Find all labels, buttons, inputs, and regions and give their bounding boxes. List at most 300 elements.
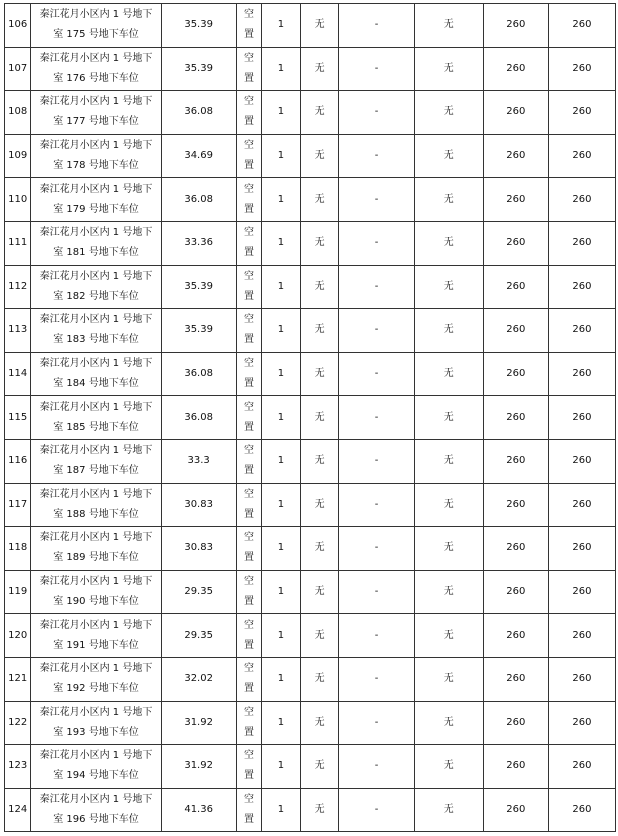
location-cell	[31, 570, 161, 614]
usage-status-cell	[236, 4, 261, 48]
price-cell	[483, 4, 548, 48]
usage-status-char-2: 置	[243, 770, 254, 782]
row-number-cell	[5, 527, 31, 571]
location-cell	[31, 91, 161, 135]
encumbrance-value: 无	[314, 280, 325, 292]
price-value: 260	[506, 324, 526, 336]
usage-status-cell	[236, 265, 261, 309]
price-total-cell	[548, 570, 615, 614]
quantity-cell	[262, 788, 301, 832]
quantity-cell	[262, 4, 301, 48]
encumbrance-cell	[300, 483, 339, 527]
lease-value: 无	[443, 150, 454, 162]
encumbrance-value: 无	[314, 368, 325, 380]
price-value: 260	[506, 760, 526, 772]
dash-value: -	[374, 542, 379, 554]
area-cell	[161, 265, 236, 309]
location-line-1: 秦江花月小区内 1 号地下	[39, 227, 153, 239]
quantity-value: 1	[277, 368, 285, 380]
location-line-2: 室 179 号地下车位	[53, 203, 139, 215]
usage-status-cell	[236, 614, 261, 658]
usage-status-char-1: 空	[243, 750, 254, 762]
price-total-value: 260	[572, 673, 592, 685]
encumbrance-value: 无	[314, 237, 325, 249]
location-line-2: 室 185 号地下车位	[53, 421, 139, 433]
location-cell	[31, 527, 161, 571]
price-total-cell	[548, 134, 615, 178]
area-cell	[161, 439, 236, 483]
row-number: 107	[8, 62, 28, 74]
quantity-value: 1	[277, 629, 285, 641]
encumbrance-value: 无	[314, 542, 325, 554]
lease-value: 无	[443, 280, 454, 292]
location-line-2: 室 175 号地下车位	[53, 29, 139, 41]
dash-value: -	[374, 150, 379, 162]
encumbrance-cell	[300, 657, 339, 701]
price-total-value: 260	[572, 19, 592, 31]
lease-cell	[414, 439, 483, 483]
price-value: 260	[506, 368, 526, 380]
encumbrance-cell	[300, 614, 339, 658]
lease-cell	[414, 221, 483, 265]
quantity-value: 1	[277, 280, 285, 292]
dash-cell	[339, 265, 414, 309]
usage-status-char-1: 空	[243, 706, 254, 718]
encumbrance-cell	[300, 4, 339, 48]
price-value: 260	[506, 411, 526, 423]
usage-status-char-1: 空	[243, 96, 254, 108]
usage-status-char-1: 空	[243, 9, 254, 21]
location-line-2: 室 182 号地下车位	[53, 290, 139, 302]
lease-cell	[414, 657, 483, 701]
price-cell	[483, 439, 548, 483]
dash-cell	[339, 439, 414, 483]
usage-status-char-1: 空	[243, 183, 254, 195]
usage-status-char-1: 空	[243, 663, 254, 675]
price-value: 260	[506, 498, 526, 510]
area-cell	[161, 701, 236, 745]
encumbrance-cell	[300, 527, 339, 571]
usage-status-cell	[236, 745, 261, 789]
lease-value: 无	[443, 237, 454, 249]
lease-cell	[414, 745, 483, 789]
dash-cell	[339, 657, 414, 701]
encumbrance-value: 无	[314, 106, 325, 118]
location-line-1: 秦江花月小区内 1 号地下	[39, 314, 153, 326]
area-cell	[161, 91, 236, 135]
row-number-cell	[5, 701, 31, 745]
price-value: 260	[506, 586, 526, 598]
location-line-1: 秦江花月小区内 1 号地下	[39, 52, 153, 64]
table-body	[5, 4, 616, 832]
price-total-value: 260	[572, 542, 592, 554]
usage-status-char-2: 置	[243, 813, 254, 825]
price-cell	[483, 396, 548, 440]
dash-value: -	[374, 673, 379, 685]
price-value: 260	[506, 280, 526, 292]
quantity-cell	[262, 221, 301, 265]
row-number-cell	[5, 309, 31, 353]
dash-cell	[339, 47, 414, 91]
quantity-value: 1	[277, 150, 285, 162]
price-total-cell	[548, 439, 615, 483]
encumbrance-cell	[300, 47, 339, 91]
row-number-cell	[5, 570, 31, 614]
price-total-value: 260	[572, 629, 592, 641]
usage-status-char-1: 空	[243, 358, 254, 370]
dash-value: -	[374, 280, 379, 292]
table-row	[5, 265, 616, 309]
price-cell	[483, 745, 548, 789]
price-cell	[483, 657, 548, 701]
usage-status-char-2: 置	[243, 639, 254, 651]
lease-cell	[414, 483, 483, 527]
area-cell	[161, 396, 236, 440]
encumbrance-cell	[300, 439, 339, 483]
lease-value: 无	[443, 716, 454, 728]
usage-status-char-2: 置	[243, 552, 254, 564]
dash-value: -	[374, 237, 379, 249]
lease-cell	[414, 4, 483, 48]
row-number-cell	[5, 265, 31, 309]
encumbrance-cell	[300, 221, 339, 265]
price-total-cell	[548, 657, 615, 701]
price-total-cell	[548, 221, 615, 265]
row-number-cell	[5, 614, 31, 658]
dash-value: -	[374, 586, 379, 598]
location-cell	[31, 657, 161, 701]
price-total-value: 260	[572, 803, 592, 815]
location-line-1: 秦江花月小区内 1 号地下	[39, 619, 153, 631]
encumbrance-cell	[300, 396, 339, 440]
location-line-2: 室 193 号地下车位	[53, 726, 139, 738]
location-line-2: 室 196 号地下车位	[53, 813, 139, 825]
dash-cell	[339, 701, 414, 745]
location-line-1: 秦江花月小区内 1 号地下	[39, 445, 153, 457]
table-row	[5, 657, 616, 701]
row-number-cell	[5, 788, 31, 832]
price-total-cell	[548, 91, 615, 135]
dash-value: -	[374, 803, 379, 815]
area-value: 30.83	[184, 498, 213, 510]
usage-status-char-1: 空	[243, 314, 254, 326]
dash-cell	[339, 352, 414, 396]
price-value: 260	[506, 629, 526, 641]
price-total-cell	[548, 527, 615, 571]
price-total-value: 260	[572, 106, 592, 118]
price-total-value: 260	[572, 586, 592, 598]
location-cell	[31, 788, 161, 832]
price-total-cell	[548, 47, 615, 91]
dash-value: -	[374, 324, 379, 336]
row-number: 118	[8, 542, 28, 554]
row-number: 117	[8, 498, 28, 510]
price-value: 260	[506, 673, 526, 685]
usage-status-char-2: 置	[243, 247, 254, 259]
price-value: 260	[506, 237, 526, 249]
location-cell	[31, 134, 161, 178]
dash-cell	[339, 134, 414, 178]
price-total-cell	[548, 396, 615, 440]
lease-value: 无	[443, 193, 454, 205]
encumbrance-cell	[300, 570, 339, 614]
dash-value: -	[374, 368, 379, 380]
usage-status-cell	[236, 701, 261, 745]
lease-cell	[414, 309, 483, 353]
parking-space-table	[4, 3, 616, 832]
location-cell	[31, 396, 161, 440]
price-total-value: 260	[572, 411, 592, 423]
lease-cell	[414, 265, 483, 309]
row-number: 111	[8, 237, 28, 249]
usage-status-cell	[236, 527, 261, 571]
price-total-value: 260	[572, 455, 592, 467]
location-cell	[31, 309, 161, 353]
quantity-cell	[262, 178, 301, 222]
area-value: 31.92	[184, 716, 213, 728]
usage-status-char-2: 置	[243, 726, 254, 738]
lease-value: 无	[443, 760, 454, 772]
lease-value: 无	[443, 586, 454, 598]
quantity-cell	[262, 483, 301, 527]
table-row	[5, 439, 616, 483]
encumbrance-value: 无	[314, 455, 325, 467]
usage-status-cell	[236, 788, 261, 832]
location-line-1: 秦江花月小区内 1 号地下	[39, 140, 153, 152]
location-cell	[31, 4, 161, 48]
location-cell	[31, 178, 161, 222]
encumbrance-value: 无	[314, 62, 325, 74]
price-total-cell	[548, 788, 615, 832]
price-cell	[483, 614, 548, 658]
usage-status-char-1: 空	[243, 445, 254, 457]
dash-value: -	[374, 19, 379, 31]
encumbrance-value: 无	[314, 716, 325, 728]
price-value: 260	[506, 150, 526, 162]
price-total-value: 260	[572, 150, 592, 162]
encumbrance-value: 无	[314, 324, 325, 336]
area-value: 30.83	[184, 542, 213, 554]
encumbrance-value: 无	[314, 498, 325, 510]
lease-value: 无	[443, 542, 454, 554]
price-total-cell	[548, 178, 615, 222]
area-cell	[161, 309, 236, 353]
location-line-2: 室 187 号地下车位	[53, 465, 139, 477]
quantity-value: 1	[277, 542, 285, 554]
location-cell	[31, 47, 161, 91]
price-value: 260	[506, 193, 526, 205]
usage-status-cell	[236, 439, 261, 483]
price-cell	[483, 352, 548, 396]
encumbrance-cell	[300, 745, 339, 789]
usage-status-cell	[236, 221, 261, 265]
usage-status-cell	[236, 134, 261, 178]
lease-value: 无	[443, 106, 454, 118]
price-value: 260	[506, 803, 526, 815]
lease-cell	[414, 614, 483, 658]
lease-cell	[414, 47, 483, 91]
location-cell	[31, 439, 161, 483]
area-value: 31.92	[184, 760, 213, 772]
dash-value: -	[374, 498, 379, 510]
row-number-cell	[5, 134, 31, 178]
location-line-1: 秦江花月小区内 1 号地下	[39, 358, 153, 370]
location-line-2: 室 189 号地下车位	[53, 552, 139, 564]
area-cell	[161, 483, 236, 527]
area-value: 35.39	[184, 19, 213, 31]
dash-cell	[339, 4, 414, 48]
encumbrance-cell	[300, 352, 339, 396]
row-number: 108	[8, 106, 28, 118]
price-cell	[483, 221, 548, 265]
quantity-value: 1	[277, 106, 285, 118]
dash-value: -	[374, 411, 379, 423]
usage-status-cell	[236, 570, 261, 614]
area-value: 33.3	[187, 455, 210, 467]
area-value: 36.08	[184, 411, 213, 423]
table-row	[5, 178, 616, 222]
usage-status-char-1: 空	[243, 52, 254, 64]
dash-cell	[339, 91, 414, 135]
encumbrance-value: 无	[314, 193, 325, 205]
dash-value: -	[374, 716, 379, 728]
dash-cell	[339, 745, 414, 789]
table-row	[5, 483, 616, 527]
quantity-value: 1	[277, 586, 285, 598]
table-row	[5, 221, 616, 265]
price-total-cell	[548, 352, 615, 396]
quantity-value: 1	[277, 193, 285, 205]
table-row	[5, 614, 616, 658]
lease-value: 无	[443, 19, 454, 31]
row-number: 114	[8, 368, 28, 380]
encumbrance-value: 无	[314, 586, 325, 598]
area-value: 36.08	[184, 193, 213, 205]
encumbrance-cell	[300, 91, 339, 135]
dash-value: -	[374, 193, 379, 205]
table-row	[5, 309, 616, 353]
table-row	[5, 47, 616, 91]
price-cell	[483, 47, 548, 91]
lease-cell	[414, 527, 483, 571]
row-number-cell	[5, 483, 31, 527]
usage-status-char-1: 空	[243, 227, 254, 239]
quantity-value: 1	[277, 673, 285, 685]
usage-status-cell	[236, 483, 261, 527]
location-line-1: 秦江花月小区内 1 号地下	[39, 9, 153, 21]
location-cell	[31, 701, 161, 745]
quantity-cell	[262, 134, 301, 178]
quantity-cell	[262, 701, 301, 745]
lease-cell	[414, 352, 483, 396]
location-line-1: 秦江花月小区内 1 号地下	[39, 663, 153, 675]
quantity-cell	[262, 527, 301, 571]
location-line-2: 室 176 号地下车位	[53, 72, 139, 84]
price-total-cell	[548, 614, 615, 658]
table-row	[5, 352, 616, 396]
table-row	[5, 570, 616, 614]
row-number: 109	[8, 150, 28, 162]
location-cell	[31, 745, 161, 789]
location-line-1: 秦江花月小区内 1 号地下	[39, 793, 153, 805]
quantity-value: 1	[277, 716, 285, 728]
location-line-2: 室 177 号地下车位	[53, 116, 139, 128]
quantity-cell	[262, 614, 301, 658]
row-number-cell	[5, 352, 31, 396]
encumbrance-value: 无	[314, 673, 325, 685]
location-line-1: 秦江花月小区内 1 号地下	[39, 488, 153, 500]
dash-value: -	[374, 62, 379, 74]
usage-status-char-2: 置	[243, 683, 254, 695]
row-number: 112	[8, 280, 28, 292]
area-value: 35.39	[184, 62, 213, 74]
quantity-value: 1	[277, 760, 285, 772]
lease-cell	[414, 788, 483, 832]
area-cell	[161, 47, 236, 91]
area-cell	[161, 570, 236, 614]
usage-status-char-2: 置	[243, 378, 254, 390]
area-cell	[161, 788, 236, 832]
quantity-cell	[262, 309, 301, 353]
location-line-2: 室 183 号地下车位	[53, 334, 139, 346]
price-total-value: 260	[572, 280, 592, 292]
usage-status-cell	[236, 657, 261, 701]
price-total-cell	[548, 745, 615, 789]
usage-status-char-2: 置	[243, 596, 254, 608]
row-number: 120	[8, 629, 28, 641]
row-number: 124	[8, 803, 28, 815]
encumbrance-cell	[300, 265, 339, 309]
location-line-1: 秦江花月小区内 1 号地下	[39, 96, 153, 108]
quantity-value: 1	[277, 324, 285, 336]
row-number: 121	[8, 673, 28, 685]
price-total-cell	[548, 701, 615, 745]
usage-status-char-2: 置	[243, 465, 254, 477]
price-total-value: 260	[572, 62, 592, 74]
encumbrance-value: 无	[314, 19, 325, 31]
area-value: 29.35	[184, 629, 213, 641]
encumbrance-cell	[300, 134, 339, 178]
area-value: 35.39	[184, 280, 213, 292]
price-cell	[483, 701, 548, 745]
row-number-cell	[5, 4, 31, 48]
row-number-cell	[5, 221, 31, 265]
location-line-2: 室 191 号地下车位	[53, 639, 139, 651]
price-total-value: 260	[572, 237, 592, 249]
row-number: 119	[8, 586, 28, 598]
location-line-1: 秦江花月小区内 1 号地下	[39, 750, 153, 762]
location-cell	[31, 483, 161, 527]
quantity-cell	[262, 91, 301, 135]
usage-status-char-2: 置	[243, 508, 254, 520]
lease-cell	[414, 178, 483, 222]
row-number: 123	[8, 760, 28, 772]
table-row	[5, 134, 616, 178]
area-cell	[161, 745, 236, 789]
area-value: 35.39	[184, 324, 213, 336]
dash-cell	[339, 396, 414, 440]
price-total-cell	[548, 309, 615, 353]
row-number: 106	[8, 19, 28, 31]
location-cell	[31, 221, 161, 265]
encumbrance-value: 无	[314, 629, 325, 641]
usage-status-cell	[236, 352, 261, 396]
area-value: 29.35	[184, 586, 213, 598]
table-row	[5, 527, 616, 571]
row-number-cell	[5, 439, 31, 483]
price-total-value: 260	[572, 368, 592, 380]
dash-cell	[339, 527, 414, 571]
